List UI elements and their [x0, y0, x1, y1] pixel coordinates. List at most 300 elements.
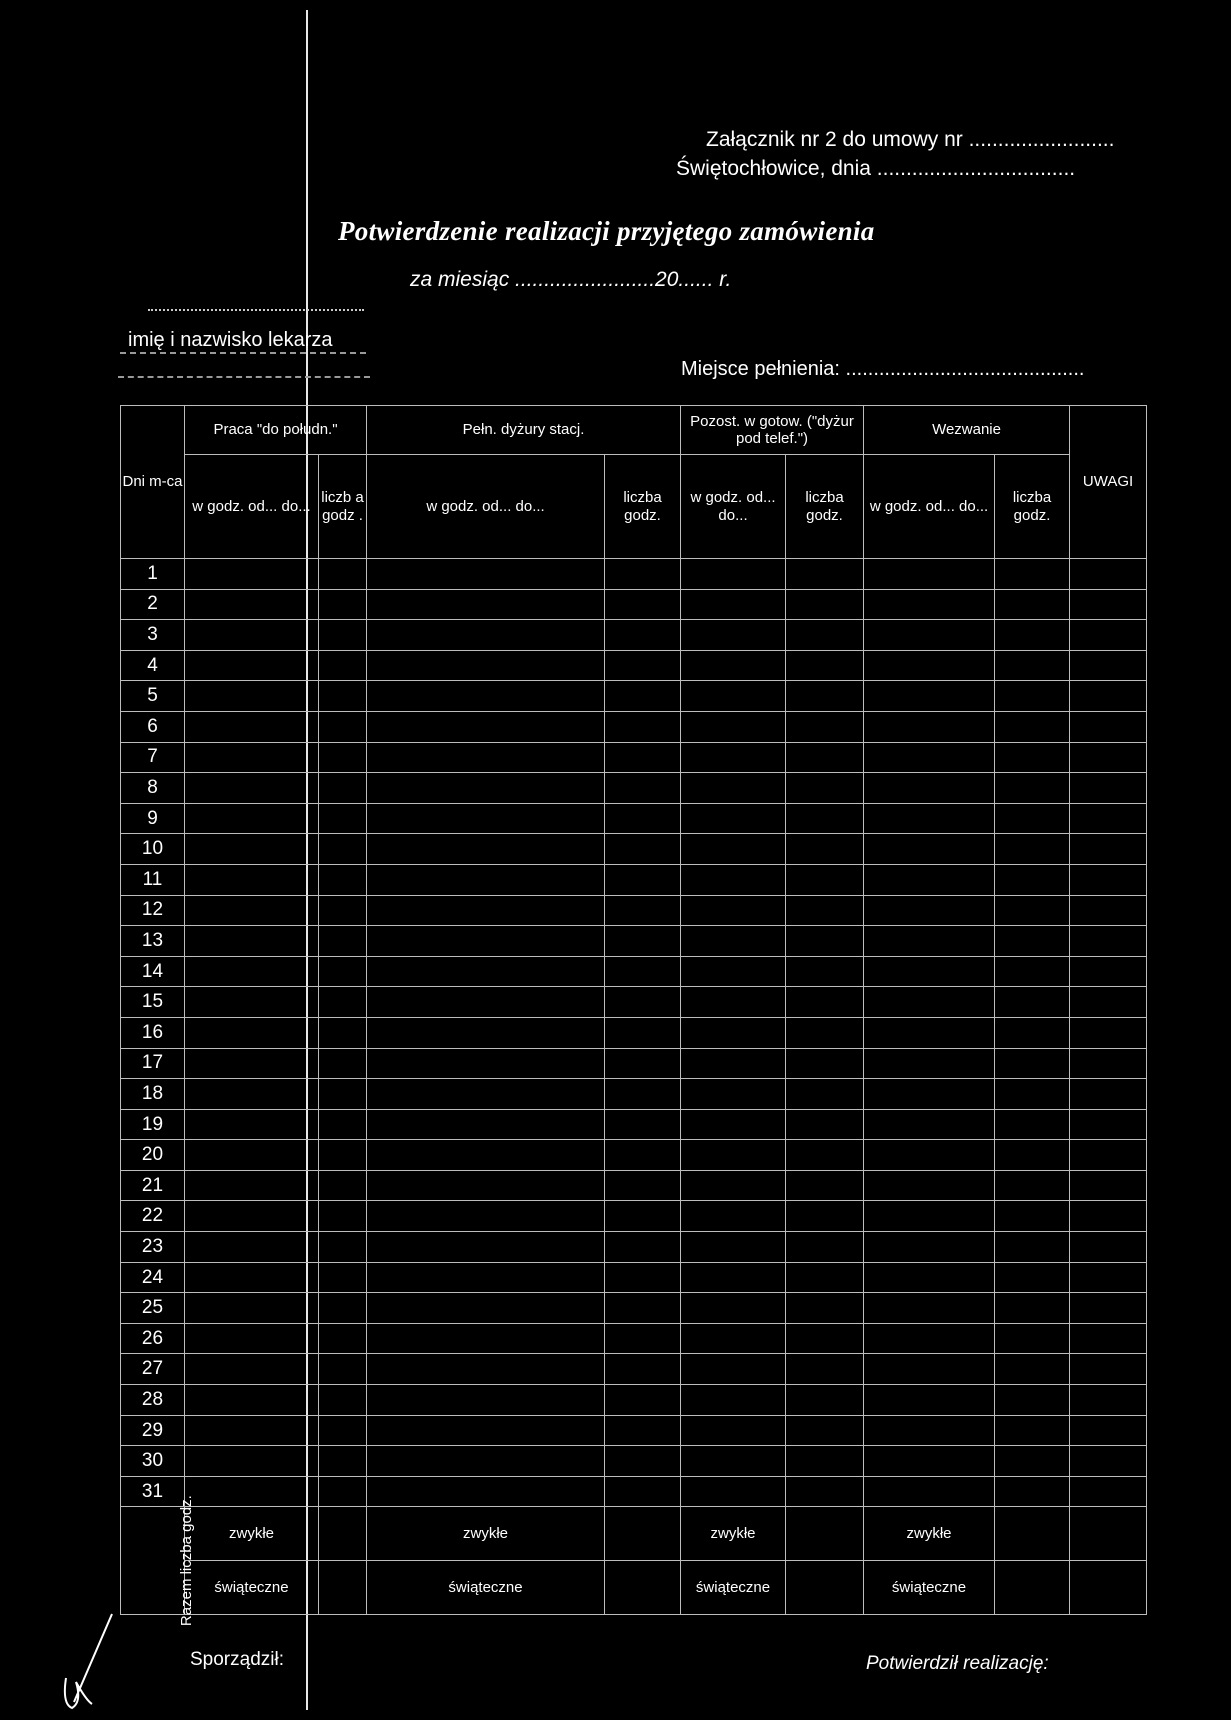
entry-cell[interactable] — [1070, 1232, 1147, 1263]
entry-cell[interactable] — [185, 1109, 319, 1140]
entry-cell[interactable] — [1070, 1079, 1147, 1110]
entry-cell[interactable] — [605, 1109, 681, 1140]
entry-cell[interactable] — [319, 864, 367, 895]
entry-cell[interactable] — [605, 589, 681, 620]
entry-cell[interactable] — [1070, 834, 1147, 865]
entry-cell[interactable] — [367, 1017, 605, 1048]
entry-cell[interactable] — [185, 834, 319, 865]
entry-cell[interactable] — [1070, 589, 1147, 620]
entry-cell[interactable] — [319, 742, 367, 773]
entry-cell[interactable] — [1070, 620, 1147, 651]
entry-cell[interactable] — [319, 620, 367, 651]
entry-cell[interactable] — [605, 1415, 681, 1446]
entry-cell[interactable] — [995, 1476, 1070, 1507]
entry-cell[interactable] — [367, 1293, 605, 1324]
entry-cell[interactable] — [681, 1293, 786, 1324]
entry-cell[interactable] — [681, 1446, 786, 1477]
entry-cell[interactable] — [605, 1293, 681, 1324]
entry-cell[interactable] — [367, 987, 605, 1018]
entry-cell[interactable] — [864, 895, 995, 926]
entry-cell[interactable] — [864, 681, 995, 712]
entry-cell[interactable] — [1070, 1415, 1147, 1446]
entry-cell[interactable] — [995, 1201, 1070, 1232]
entry-cell[interactable] — [605, 987, 681, 1018]
entry-cell[interactable] — [786, 1140, 864, 1171]
entry-cell[interactable] — [367, 864, 605, 895]
entry-cell[interactable] — [367, 834, 605, 865]
entry-cell[interactable] — [681, 1140, 786, 1171]
entry-cell[interactable] — [319, 1170, 367, 1201]
entry-cell[interactable] — [1070, 681, 1147, 712]
entry-cell[interactable] — [367, 1201, 605, 1232]
entry-cell[interactable] — [1070, 559, 1147, 590]
entry-cell[interactable] — [367, 1079, 605, 1110]
entry-cell[interactable] — [605, 681, 681, 712]
entry-cell[interactable] — [605, 834, 681, 865]
entry-cell[interactable] — [1070, 711, 1147, 742]
entry-cell[interactable] — [367, 1476, 605, 1507]
entry-cell[interactable] — [605, 1201, 681, 1232]
entry-cell[interactable] — [786, 1323, 864, 1354]
entry-cell[interactable] — [995, 1079, 1070, 1110]
entry-cell[interactable] — [605, 1170, 681, 1201]
entry-cell[interactable] — [995, 681, 1070, 712]
entry-cell[interactable] — [185, 1201, 319, 1232]
entry-cell[interactable] — [864, 1293, 995, 1324]
entry-cell[interactable] — [367, 895, 605, 926]
entry-cell[interactable] — [786, 1476, 864, 1507]
entry-cell[interactable] — [1070, 1017, 1147, 1048]
entry-cell[interactable] — [319, 1446, 367, 1477]
sum-duty-holiday: świąteczne — [367, 1561, 605, 1615]
entry-cell[interactable] — [605, 1079, 681, 1110]
day-number: 12 — [121, 895, 185, 926]
entry-cell[interactable] — [864, 650, 995, 681]
entry-cell[interactable] — [319, 1262, 367, 1293]
entry-cell[interactable] — [605, 1354, 681, 1385]
sum-cell[interactable] — [605, 1507, 681, 1561]
entry-cell[interactable] — [786, 1385, 864, 1416]
entry-cell[interactable] — [367, 803, 605, 834]
entry-cell[interactable] — [786, 711, 864, 742]
entry-cell[interactable] — [681, 1109, 786, 1140]
day-number: 22 — [121, 1201, 185, 1232]
entry-cell[interactable] — [864, 1476, 995, 1507]
doctor-name-field[interactable] — [148, 309, 364, 311]
entry-cell[interactable] — [681, 1262, 786, 1293]
entry-cell[interactable] — [681, 987, 786, 1018]
entry-cell[interactable] — [995, 1232, 1070, 1263]
entry-cell[interactable] — [185, 559, 319, 590]
entry-cell[interactable] — [786, 681, 864, 712]
entry-cell[interactable] — [786, 1354, 864, 1385]
entry-cell[interactable] — [681, 1048, 786, 1079]
entry-cell[interactable] — [605, 1446, 681, 1477]
entry-cell[interactable] — [1070, 1048, 1147, 1079]
entry-cell[interactable] — [681, 956, 786, 987]
entry-cell[interactable] — [786, 956, 864, 987]
entry-cell[interactable] — [1070, 1170, 1147, 1201]
entry-cell[interactable] — [185, 1079, 319, 1110]
entry-cell[interactable] — [786, 1232, 864, 1263]
entry-cell[interactable] — [864, 742, 995, 773]
entry-cell[interactable] — [1070, 803, 1147, 834]
entry-cell[interactable] — [185, 711, 319, 742]
entry-cell[interactable] — [367, 1262, 605, 1293]
entry-cell[interactable] — [864, 711, 995, 742]
entry-cell[interactable] — [185, 926, 319, 957]
entry-cell[interactable] — [367, 1109, 605, 1140]
entry-cell[interactable] — [864, 1385, 995, 1416]
entry-cell[interactable] — [995, 834, 1070, 865]
entry-cell[interactable] — [605, 1232, 681, 1263]
entry-cell[interactable] — [367, 1048, 605, 1079]
entry-cell[interactable] — [786, 773, 864, 804]
entry-cell[interactable] — [605, 864, 681, 895]
entry-cell[interactable] — [995, 987, 1070, 1018]
entry-cell[interactable] — [995, 1140, 1070, 1171]
entry-cell[interactable] — [1070, 742, 1147, 773]
entry-cell[interactable] — [864, 834, 995, 865]
entry-cell[interactable] — [681, 1385, 786, 1416]
entry-cell[interactable] — [319, 773, 367, 804]
entry-cell[interactable] — [319, 1415, 367, 1446]
sum-cell[interactable] — [995, 1507, 1070, 1561]
entry-cell[interactable] — [995, 589, 1070, 620]
entry-cell[interactable] — [185, 956, 319, 987]
entry-cell[interactable] — [864, 1323, 995, 1354]
sum-standby-holiday: świąteczne — [681, 1561, 786, 1615]
entry-cell[interactable] — [1070, 1446, 1147, 1477]
entry-cell[interactable] — [864, 559, 995, 590]
entry-cell[interactable] — [681, 803, 786, 834]
entry-cell[interactable] — [185, 1293, 319, 1324]
entry-cell[interactable] — [319, 1140, 367, 1171]
entry-cell[interactable] — [605, 1476, 681, 1507]
entry-cell[interactable] — [864, 1017, 995, 1048]
entry-cell[interactable] — [864, 1354, 995, 1385]
entry-cell[interactable] — [995, 1293, 1070, 1324]
entry-cell[interactable] — [319, 895, 367, 926]
entry-cell[interactable] — [185, 1017, 319, 1048]
entry-cell[interactable] — [319, 1079, 367, 1110]
entry-cell[interactable] — [1070, 926, 1147, 957]
entry-cell[interactable] — [605, 620, 681, 651]
entry-cell[interactable] — [995, 1415, 1070, 1446]
entry-cell[interactable] — [681, 1079, 786, 1110]
entry-cell[interactable] — [995, 711, 1070, 742]
entry-cell[interactable] — [367, 1415, 605, 1446]
entry-cell[interactable] — [681, 1476, 786, 1507]
entry-cell[interactable] — [1070, 987, 1147, 1018]
entry-cell[interactable] — [995, 1446, 1070, 1477]
entry-cell[interactable] — [995, 926, 1070, 957]
entry-cell[interactable] — [367, 1170, 605, 1201]
entry-cell[interactable] — [681, 1354, 786, 1385]
entry-cell[interactable] — [864, 864, 995, 895]
entry-cell[interactable] — [605, 1262, 681, 1293]
entry-cell[interactable] — [367, 650, 605, 681]
entry-cell[interactable] — [995, 773, 1070, 804]
entry-cell[interactable] — [681, 559, 786, 590]
entry-cell[interactable] — [786, 834, 864, 865]
entry-cell[interactable] — [995, 1262, 1070, 1293]
entry-cell[interactable] — [185, 681, 319, 712]
entry-cell[interactable] — [367, 589, 605, 620]
entry-cell[interactable] — [185, 1476, 319, 1507]
entry-cell[interactable] — [995, 742, 1070, 773]
entry-cell[interactable] — [786, 1017, 864, 1048]
entry-cell[interactable] — [367, 1354, 605, 1385]
entry-cell[interactable] — [319, 1476, 367, 1507]
entry-cell[interactable] — [367, 559, 605, 590]
entry-cell[interactable] — [185, 1385, 319, 1416]
entry-cell[interactable] — [605, 742, 681, 773]
day-number: 4 — [121, 650, 185, 681]
entry-cell[interactable] — [605, 1385, 681, 1416]
sum-cell[interactable] — [1070, 1561, 1147, 1615]
entry-cell[interactable] — [319, 1354, 367, 1385]
entry-cell[interactable] — [786, 1170, 864, 1201]
entry-cell[interactable] — [864, 1140, 995, 1171]
entry-cell[interactable] — [786, 589, 864, 620]
entry-cell[interactable] — [864, 1446, 995, 1477]
entry-cell[interactable] — [681, 1170, 786, 1201]
entry-cell[interactable] — [864, 987, 995, 1018]
entry-cell[interactable] — [605, 559, 681, 590]
entry-cell[interactable] — [367, 1385, 605, 1416]
entry-cell[interactable] — [319, 1385, 367, 1416]
sum-cell[interactable] — [319, 1561, 367, 1615]
entry-cell[interactable] — [367, 620, 605, 651]
entry-cell[interactable] — [185, 895, 319, 926]
entry-cell[interactable] — [605, 1017, 681, 1048]
entry-cell[interactable] — [605, 773, 681, 804]
entry-cell[interactable] — [605, 711, 681, 742]
sum-cell[interactable] — [1070, 1507, 1147, 1561]
entry-cell[interactable] — [681, 1232, 786, 1263]
entry-cell[interactable] — [864, 956, 995, 987]
entry-cell[interactable] — [367, 1323, 605, 1354]
entry-cell[interactable] — [681, 711, 786, 742]
entry-cell[interactable] — [1070, 773, 1147, 804]
entry-cell[interactable] — [995, 650, 1070, 681]
entry-cell[interactable] — [786, 895, 864, 926]
entry-cell[interactable] — [786, 1293, 864, 1324]
entry-cell[interactable] — [185, 650, 319, 681]
entry-cell[interactable] — [864, 620, 995, 651]
entry-cell[interactable] — [319, 834, 367, 865]
entry-cell[interactable] — [681, 742, 786, 773]
entry-cell[interactable] — [681, 864, 786, 895]
entry-cell[interactable] — [681, 926, 786, 957]
entry-cell[interactable] — [319, 1048, 367, 1079]
entry-cell[interactable] — [319, 1293, 367, 1324]
entry-cell[interactable] — [605, 1048, 681, 1079]
entry-cell[interactable] — [864, 1079, 995, 1110]
entry-cell[interactable] — [995, 1017, 1070, 1048]
entry-cell[interactable] — [681, 773, 786, 804]
entry-cell[interactable] — [995, 803, 1070, 834]
entry-cell[interactable] — [786, 1415, 864, 1446]
entry-cell[interactable] — [1070, 1140, 1147, 1171]
entry-cell[interactable] — [995, 1385, 1070, 1416]
entry-cell[interactable] — [1070, 650, 1147, 681]
entry-cell[interactable] — [605, 956, 681, 987]
entry-cell[interactable] — [185, 1048, 319, 1079]
entry-cell[interactable] — [995, 559, 1070, 590]
entry-cell[interactable] — [319, 803, 367, 834]
entry-cell[interactable] — [319, 681, 367, 712]
entry-cell[interactable] — [1070, 864, 1147, 895]
entry-cell[interactable] — [864, 1048, 995, 1079]
entry-cell[interactable] — [995, 864, 1070, 895]
entry-cell[interactable] — [319, 1201, 367, 1232]
entry-cell[interactable] — [185, 1140, 319, 1171]
entry-cell[interactable] — [319, 559, 367, 590]
entry-cell[interactable] — [864, 1262, 995, 1293]
entry-cell[interactable] — [681, 834, 786, 865]
entry-cell[interactable] — [681, 1017, 786, 1048]
entry-cell[interactable] — [367, 1446, 605, 1477]
sum-cell[interactable] — [995, 1561, 1070, 1615]
entry-cell[interactable] — [367, 711, 605, 742]
entry-cell[interactable] — [185, 1446, 319, 1477]
entry-cell[interactable] — [319, 926, 367, 957]
entry-cell[interactable] — [605, 1323, 681, 1354]
entry-cell[interactable] — [681, 895, 786, 926]
entry-cell[interactable] — [864, 1170, 995, 1201]
place-line: Miejsce pełnienia: ........................................... — [681, 358, 1085, 380]
entry-cell[interactable] — [786, 864, 864, 895]
entry-cell[interactable] — [367, 956, 605, 987]
sum-cell[interactable] — [786, 1507, 864, 1561]
entry-cell[interactable] — [367, 773, 605, 804]
entry-cell[interactable] — [1070, 1109, 1147, 1140]
entry-cell[interactable] — [605, 650, 681, 681]
entry-cell[interactable] — [786, 1048, 864, 1079]
entry-cell[interactable] — [681, 681, 786, 712]
entry-cell[interactable] — [319, 1109, 367, 1140]
entry-cell[interactable] — [995, 1323, 1070, 1354]
day-number: 21 — [121, 1170, 185, 1201]
entry-cell[interactable] — [786, 926, 864, 957]
sub-hours-afternoon: w godz. od... do... — [185, 455, 319, 559]
entry-cell[interactable] — [319, 987, 367, 1018]
entry-cell[interactable] — [786, 1201, 864, 1232]
entry-cell[interactable] — [1070, 1354, 1147, 1385]
entry-cell[interactable] — [185, 589, 319, 620]
sum-cell[interactable] — [319, 1507, 367, 1561]
entry-cell[interactable] — [1070, 1293, 1147, 1324]
entry-cell[interactable] — [185, 773, 319, 804]
entry-cell[interactable] — [786, 559, 864, 590]
entry-cell[interactable] — [1070, 895, 1147, 926]
entry-cell[interactable] — [995, 1354, 1070, 1385]
table-row — [121, 1446, 1147, 1477]
entry-cell[interactable] — [1070, 1323, 1147, 1354]
entry-cell[interactable] — [185, 1232, 319, 1263]
entry-cell[interactable] — [1070, 1201, 1147, 1232]
entry-cell[interactable] — [786, 1262, 864, 1293]
entry-cell[interactable] — [995, 1109, 1070, 1140]
entry-cell[interactable] — [185, 1323, 319, 1354]
entry-cell[interactable] — [367, 681, 605, 712]
entry-cell[interactable] — [681, 650, 786, 681]
entry-cell[interactable] — [605, 803, 681, 834]
entry-cell[interactable] — [864, 1232, 995, 1263]
entry-cell[interactable] — [319, 1323, 367, 1354]
entry-cell[interactable] — [681, 1323, 786, 1354]
entry-cell[interactable] — [995, 956, 1070, 987]
entry-cell[interactable] — [786, 803, 864, 834]
entry-cell[interactable] — [1070, 1262, 1147, 1293]
entry-cell[interactable] — [995, 620, 1070, 651]
entry-cell[interactable] — [864, 926, 995, 957]
entry-cell[interactable] — [1070, 1476, 1147, 1507]
entry-cell[interactable] — [864, 1201, 995, 1232]
entry-cell[interactable] — [185, 742, 319, 773]
entry-cell[interactable] — [185, 620, 319, 651]
entry-cell[interactable] — [1070, 1385, 1147, 1416]
entry-cell[interactable] — [864, 773, 995, 804]
entry-cell[interactable] — [786, 650, 864, 681]
entry-cell[interactable] — [786, 620, 864, 651]
entry-cell[interactable] — [319, 589, 367, 620]
entry-cell[interactable] — [995, 1048, 1070, 1079]
entry-cell[interactable] — [681, 589, 786, 620]
entry-cell[interactable] — [864, 589, 995, 620]
entry-cell[interactable] — [185, 1170, 319, 1201]
entry-cell[interactable] — [319, 956, 367, 987]
entry-cell[interactable] — [185, 987, 319, 1018]
day-number: 29 — [121, 1415, 185, 1446]
entry-cell[interactable] — [786, 1079, 864, 1110]
entry-cell[interactable] — [319, 650, 367, 681]
entry-cell[interactable] — [185, 864, 319, 895]
entry-cell[interactable] — [681, 620, 786, 651]
entry-cell[interactable] — [995, 1170, 1070, 1201]
entry-cell[interactable] — [185, 1415, 319, 1446]
entry-cell[interactable] — [786, 1446, 864, 1477]
entry-cell[interactable] — [185, 1262, 319, 1293]
entry-cell[interactable] — [319, 711, 367, 742]
entry-cell[interactable] — [367, 1232, 605, 1263]
entry-cell[interactable] — [605, 926, 681, 957]
sum-cell[interactable] — [605, 1561, 681, 1615]
entry-cell[interactable] — [681, 1415, 786, 1446]
entry-cell[interactable] — [864, 803, 995, 834]
entry-cell[interactable] — [786, 1109, 864, 1140]
sum-cell[interactable] — [786, 1561, 864, 1615]
entry-cell[interactable] — [319, 1232, 367, 1263]
entry-cell[interactable] — [367, 742, 605, 773]
entry-cell[interactable] — [786, 742, 864, 773]
entry-cell[interactable] — [605, 1140, 681, 1171]
entry-cell[interactable] — [864, 1109, 995, 1140]
entry-cell[interactable] — [995, 895, 1070, 926]
entry-cell[interactable] — [367, 1140, 605, 1171]
entry-cell[interactable] — [319, 1017, 367, 1048]
entry-cell[interactable] — [185, 803, 319, 834]
entry-cell[interactable] — [605, 895, 681, 926]
entry-cell[interactable] — [864, 1415, 995, 1446]
entry-cell[interactable] — [786, 987, 864, 1018]
entry-cell[interactable] — [367, 926, 605, 957]
entry-cell[interactable] — [1070, 956, 1147, 987]
entry-cell[interactable] — [681, 1201, 786, 1232]
entry-cell[interactable] — [185, 1354, 319, 1385]
